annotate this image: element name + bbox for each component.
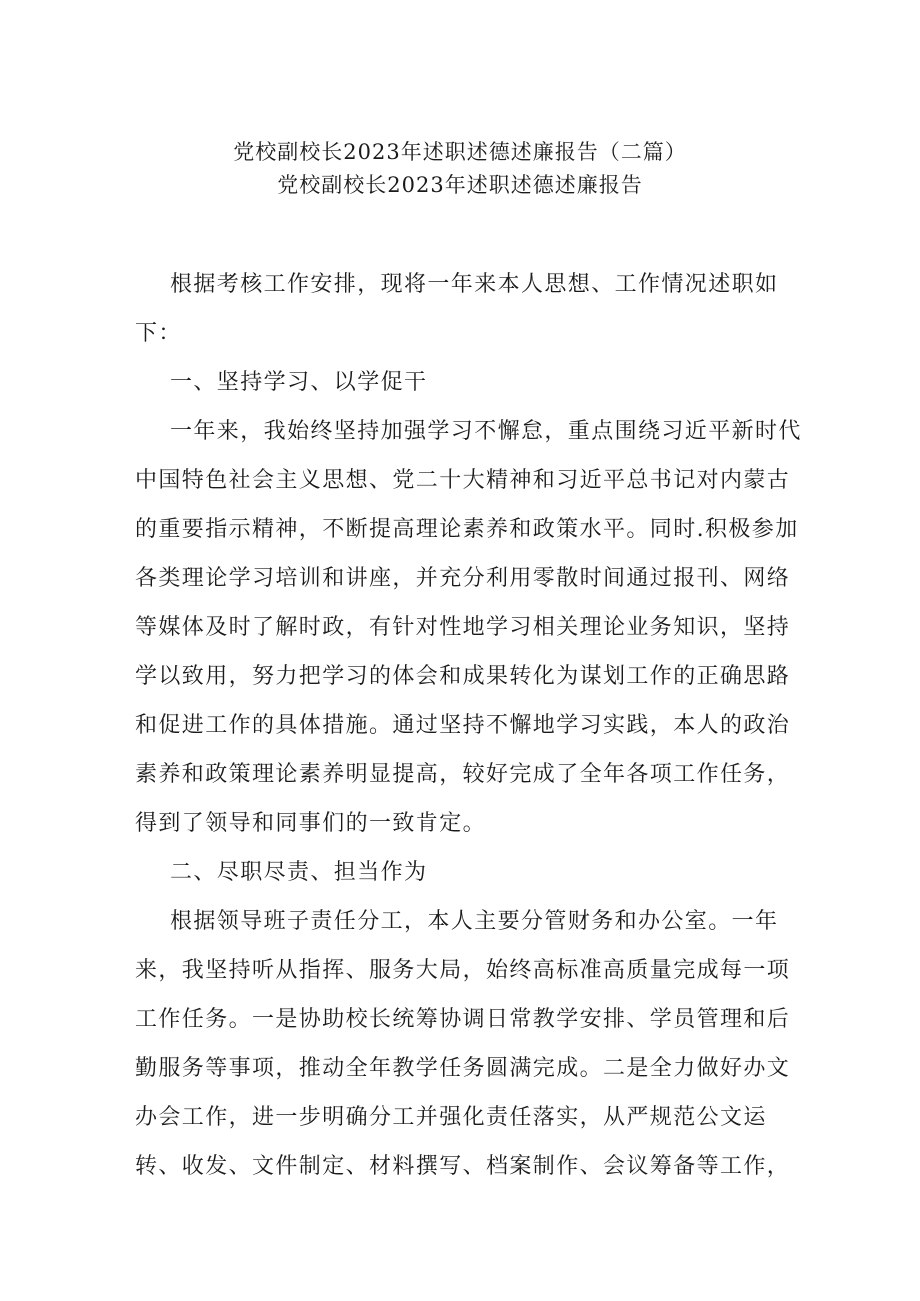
paragraph-line: 转、收发、文件制定、材料撰写、档案制作、会议筹备等工作， bbox=[135, 1154, 791, 1179]
paragraph-line: 工作任务。一是协助校长统筹协调日常教学安排、学员管理和后 bbox=[135, 1007, 791, 1032]
paragraph-line: 得到了领导和同事们的一致肯定。 bbox=[135, 811, 487, 836]
paragraph-line: 来，我坚持听从指挥、服务大局，始终高标准高质量完成每一项 bbox=[135, 958, 791, 983]
document-title-block bbox=[0, 136, 920, 202]
paragraph-line: 素养和政策理论素养明显提高，较好完成了全年各项工作任务， bbox=[135, 762, 791, 787]
paragraph-line: 下： bbox=[135, 321, 182, 346]
paragraph-line: 办会工作，进一步明确分工并强化责任落实，从严规范公文运 bbox=[135, 1105, 767, 1130]
paragraph-line: 根据领导班子责任分工，本人主要分管财务和办公室。一年 bbox=[170, 909, 779, 934]
paragraph-line: 根据考核工作安排，现将一年来本人思想、工作情况述职如 bbox=[170, 272, 779, 297]
paragraph-line: 等媒体及时了解时政，有针对性地学习相关理论业务知识，坚持 bbox=[135, 615, 791, 640]
paragraph-line: 一年来，我始终坚持加强学习不懈怠，重点围绕习近平新时代 bbox=[170, 419, 802, 444]
paragraph-line: 各类理论学习培训和讲座，并充分利用零散时间通过报刊、网络 bbox=[135, 566, 791, 591]
section-heading: 一、坚持学习、以学促干 bbox=[170, 370, 428, 395]
paragraph-line: 学以致用，努力把学习的体会和成果转化为谋划工作的正确思路 bbox=[135, 664, 791, 689]
document-subtitle: 党校副校长2023年述职述德述廉报告 bbox=[277, 173, 643, 197]
paragraph-line: 的重要指示精神，不断提高理论素养和政策水平。同时.积极参加 bbox=[135, 517, 799, 542]
paragraph-line: 和促进工作的具体措施。通过坚持不懈地学习实践，本人的政治 bbox=[135, 713, 791, 738]
section-heading: 二、尽职尽责、担当作为 bbox=[170, 860, 428, 885]
document-body bbox=[135, 268, 802, 1199]
paragraph-line: 中国特色社会主义思想、党二十大精神和习近平总书记对内蒙古 bbox=[135, 468, 791, 493]
document-title: 党校副校长2023年述职述德述廉报告（二篇） bbox=[233, 140, 687, 164]
paragraph-line: 勤服务等事项，推动全年教学任务圆满完成。二是全力做好办文 bbox=[135, 1056, 791, 1081]
